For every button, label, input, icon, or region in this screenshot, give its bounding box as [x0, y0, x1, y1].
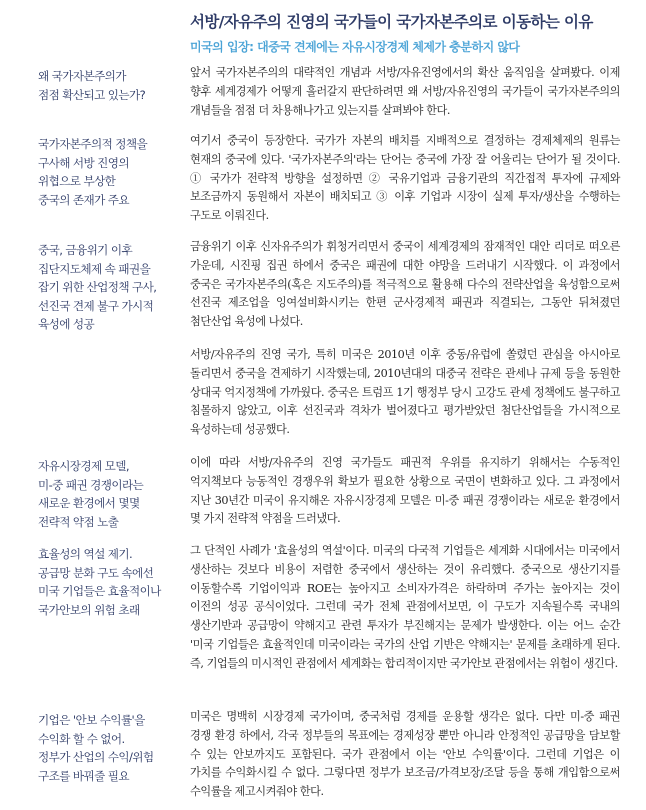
section-2-body: 여기서 중국이 등장한다. 국가가 자본의 배치를 지배적으로 결정하는 경제체제의 원류는 현재의 중국에 있다. '국가자본주의'라는 단어는 중국에 가장 잘 어울리는 단어가 될 것이다. ① 국가가 전략적 방향을 설정하면 ② 국유기업과 금융기관의 직간접적 투자에 규제와 보조금까지 동원해서 자본이 배치되고 ③ 이후 기업과 시장이 실제 투자/생산을 수행하는 구도로 이뤄진다. — [190, 134, 620, 223]
section-6-side-note: 효율성의 역설 제기. 공급망 분화 구도 속에선 미국 기업들은 효율적이나 국가안보의 위험 초래 — [38, 547, 161, 617]
section-1-side-note: 왜 국가자본주의가 점점 확산되고 있는가? — [38, 69, 146, 102]
page-subtitle: 미국의 입장: 대중국 견제에는 자유시장경제 체제가 충분하지 않다 — [190, 40, 520, 54]
section-4-body: 서방/자유주의 진영 국가, 특히 미국은 2010년 이후 중동/유럽에 쏠렸던 관심을 아시아로 돌리면서 중국을 견제하기 시작했는데, 2010년대의 대중국 전략은 관세나 규제 등을 동원한 상대국 억지정책에 가까웠다. 중국은 트럼프 1기 행정부 당시 고강도 관세 정책에도 불구하고 침몰하지 않았고, 이후 선진국과 격차가 벌어졌다고 평가받았던 첨단산업들을 가시적으로 육성하는데 성공했다. — [190, 348, 620, 437]
section-7-side-note: 기업은 '안보 수익률'을 수익화 할 수 없어. 정부가 산업의 수익/위험 구조를 바꿔줄 필요 — [38, 713, 154, 783]
section-3-body: 금융위기 이후 신자유주의가 휘청거리면서 중국이 세계경제의 잠재적인 대안 리더로 떠오른 가운데, 시진핑 집권 하에서 중국은 패권에 대한 야망을 드러내기 시작했다. 이 과정에서 중국은 국가자본주의(혹은 지도주의)를 적극적으로 활용해 다수의 전략산업을 육성함으로써 선진국 제조업을 잉여설비화시키는 한편 군사경제적 패권과 직결되는, 그동안 뒤쳐졌던 첨단산업 육성에 나섰다. — [190, 240, 620, 329]
section-5-body: 이에 따라 서방/자유주의 진영 국가들도 패권적 우위를 유지하기 위해서는 수동적인 억지책보다 능동적인 경쟁우위 확보가 필요한 상황으로 국면이 변화하고 있다. 그 과정에서 지난 30년간 미국이 유지해온 자유시장경제 모델은 미-중 패권 경쟁이라는 새로운 환경에서 몇 가지 전략적 약점을 드러냈다. — [190, 456, 620, 526]
section-3-side-note: 중국, 금융위기 이후 집단지도체제 속 패권을 잡기 위한 산업정책 구사, 선진국 견제 불구 가시적 육성에 성공 — [38, 243, 157, 331]
section-5-side-note: 자유시장경제 모델, 미-중 패권 경쟁이라는 새로운 환경에서 몇몇 전략적 약점 노출 — [38, 459, 144, 529]
section-6-body: 그 단적인 사례가 '효율성의 역설'이다. 미국의 다국적 기업들은 세계화 시대에서는 미국에서 생산하는 것보다 비용이 저렴한 중국에서 생산하는 것이 유리했다. 중국으로 생산기지를 이동할수록 기업이익과 ROE는 높아지고 소비자가격은 하락하며 주가는 높아지는 것이 이전의 성공 공식이었다. 그런데 국가 전체 관점에서보면, 이 구도가 지속될수록 국내의 생산기반과 공급망이 약해지고 관련 투자가 부진해지는 문제가 발생한다. 이는 어느 순간 '미국 기업들은 효율적인데 미국이라는 국가의 산업 기반은 약해지는' 문제를 초래하게 된다. 즉, 기업들의 미시적인 관점에서 세계화는 합리적이지만 국가안보 관점에서는 위험이 생긴다. — [190, 544, 620, 670]
page-title: 서방/자유주의 진영의 국가들이 국가자본주의로 이동하는 이유 — [190, 13, 593, 31]
section-7-body: 미국은 명백히 시장경제 국가이며, 중국처럼 경제를 운용할 생각은 없다. 다만 미-중 패권 경쟁 환경 하에서, 각국 정부들의 목표에는 경제성장 뿐만 아니라 안정적인 공급망을 담보할 수 있는 안보까지도 포함된다. 국가 관점에서 이는 '안보 수익률'이다. 그런데 기업은 이 가치를 수익화시킬 수 없다. 그렇다면 정부가 보조금/가격보장/조달 등을 통해 개입함으로써 수익률을 제고시켜줘야 한다. — [190, 710, 620, 799]
section-1-body: 앞서 국가자본주의의 대략적인 개념과 서방/자유진영에서의 확산 움직임을 살펴봤다. 이제 향후 세계경제가 어떻게 흘러갈지 판단하려면 왜 서방/자유진영의 국가들이 국가자본주의의 개념들을 점점 더 차용해나가고 있는지를 살펴봐야 한다. — [190, 66, 620, 117]
section-2-side-note: 국가자본주의적 정책을 구사해 서방 진영의 위협으로 부상한 중국의 존재가 주요 — [38, 137, 148, 207]
